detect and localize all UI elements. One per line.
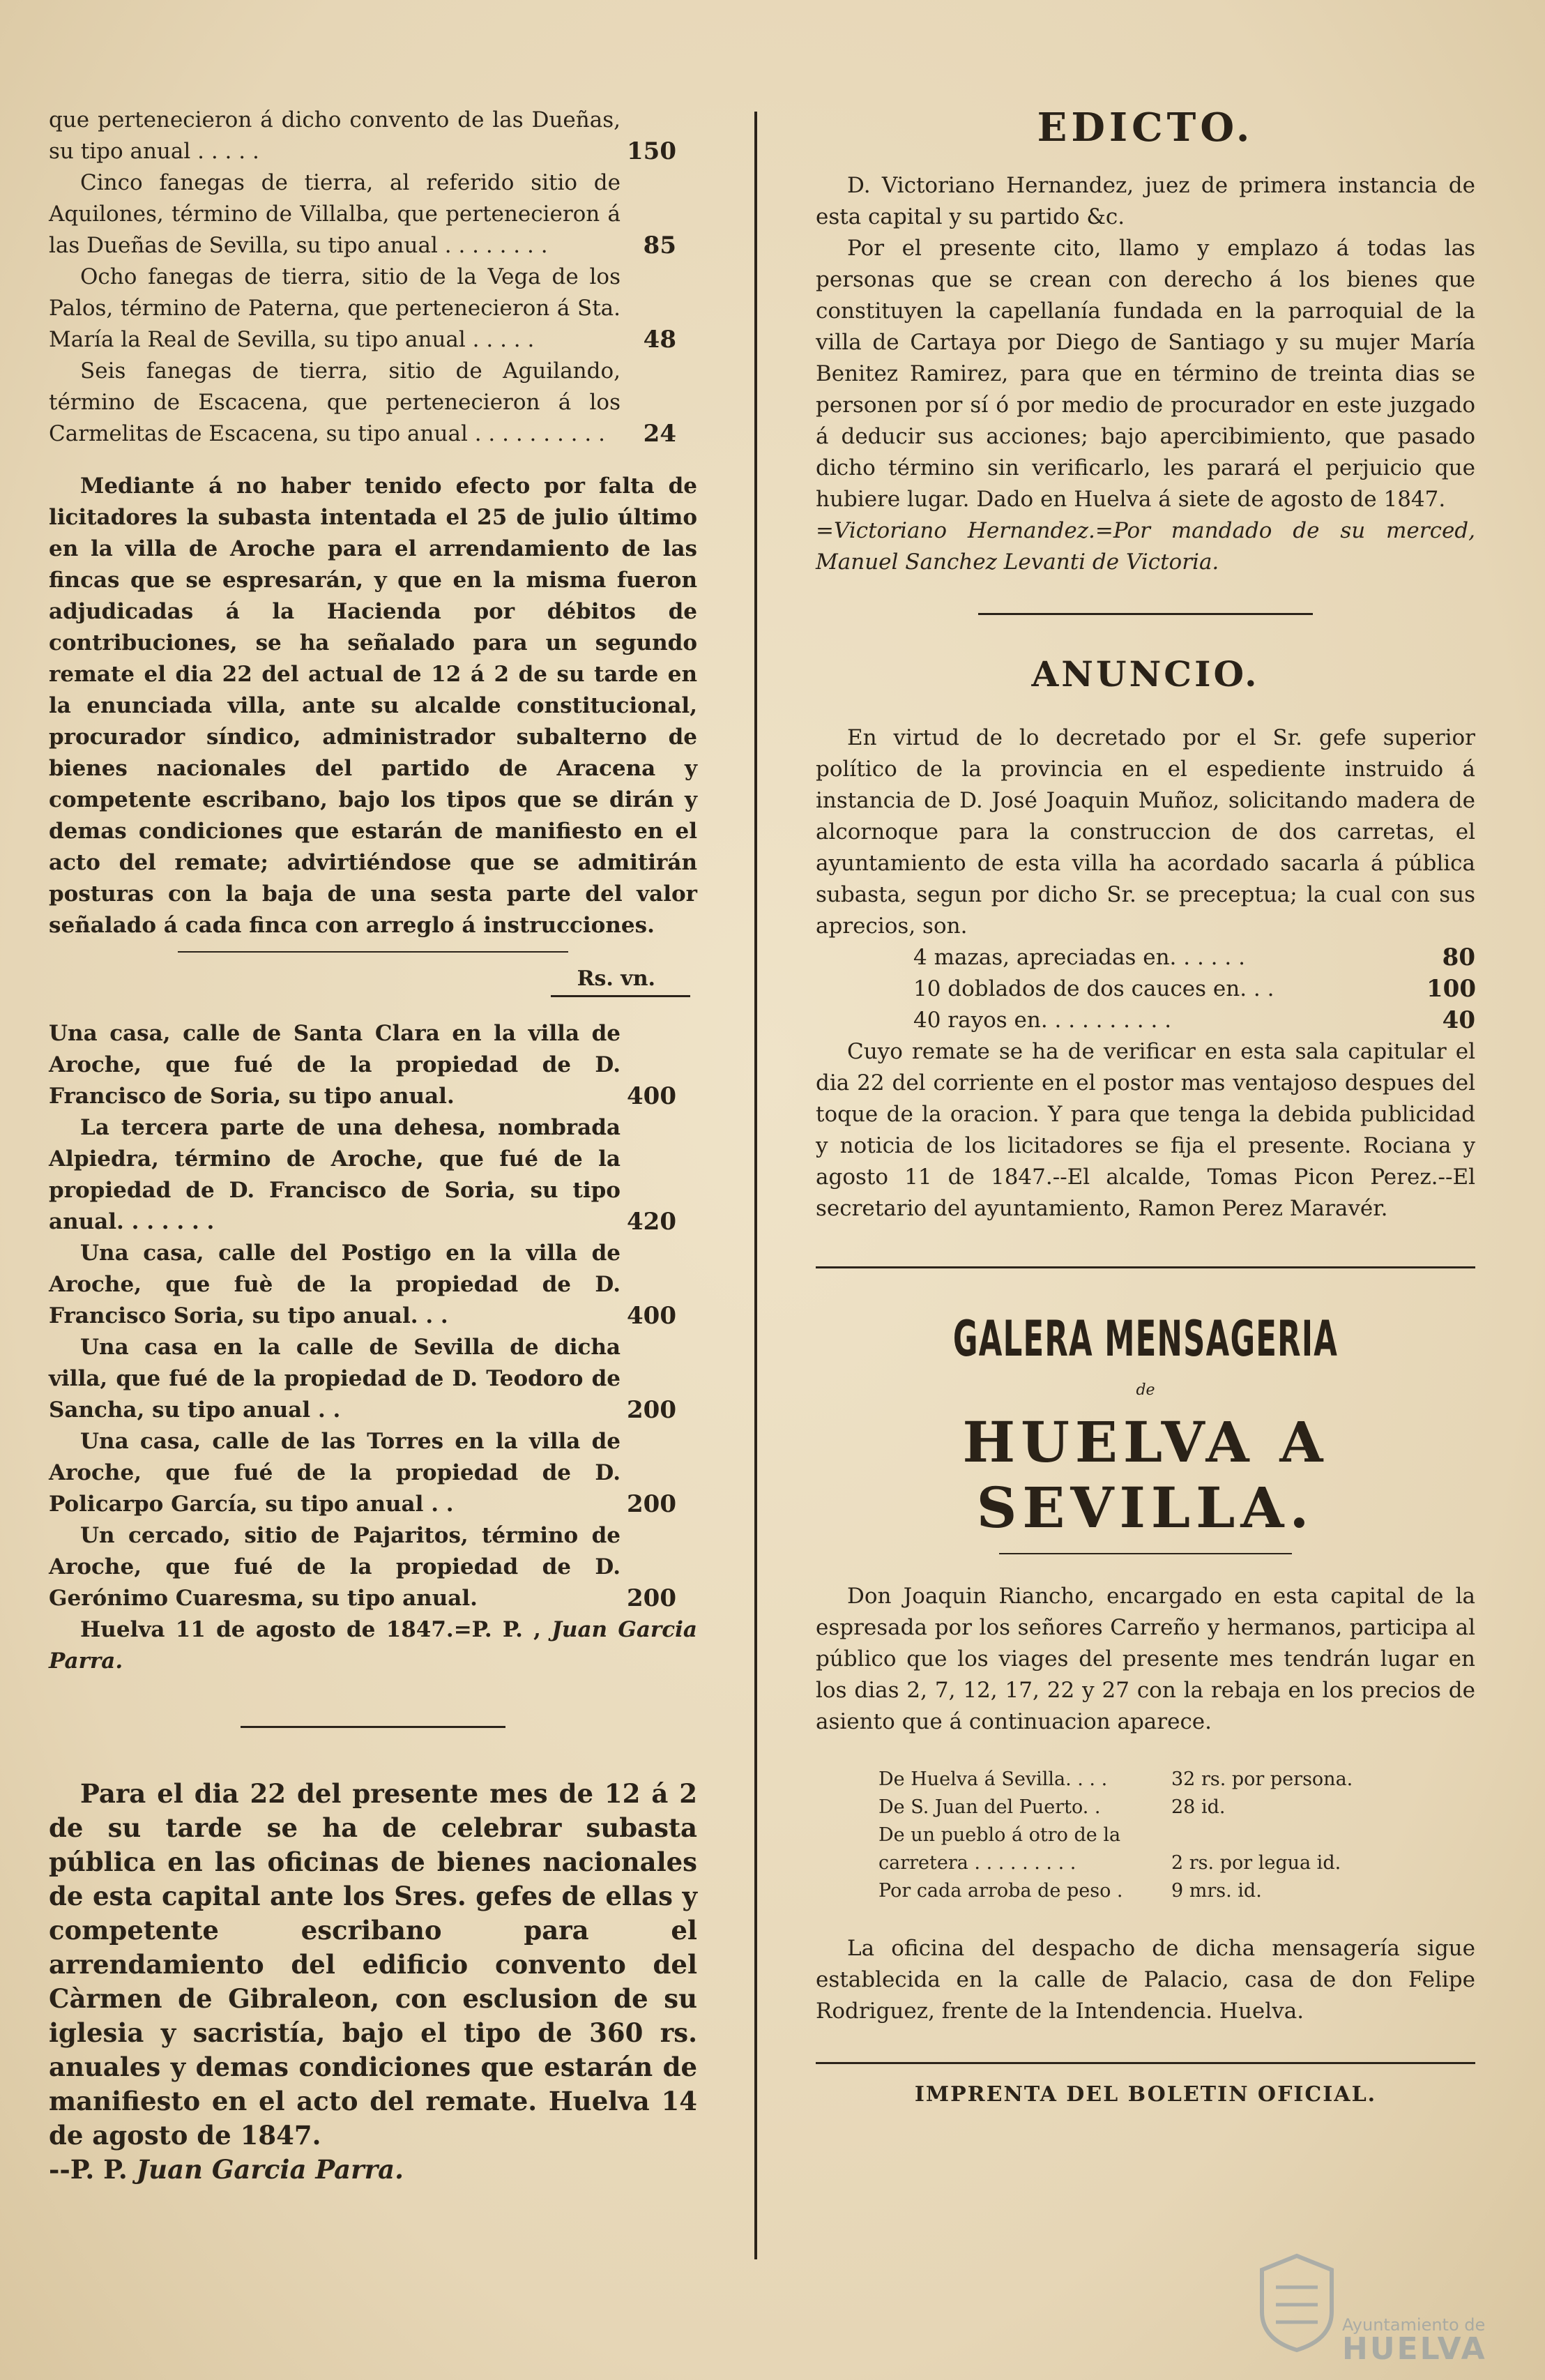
rule: [241, 1726, 505, 1728]
fare-table: [878, 1766, 1475, 1905]
mediante-paragraph: Mediante á no haber tenido efecto por falta de licitadores la subasta intentada el 25 de julio último en la villa de Aroche para el arrendamiento de las fincas que se espresarán, y que en la misma fueron adjudicadas á la Hacienda por débitos de contribuciones, se ha señalado para un segundo remate el dia 22 del actual de 12 á 2 de su tarde en la enunciada villa, ante su alcalde constitucional, procurador síndico, administrador subalterno de bienes nacionales del partido de Aracena y competente escribano, bajo los tipos que se dirán y demas condiciones que estarán de manifiesto en el acto del remate; advirtiéndose que se admitirán posturas con la baja de una sesta parte del valor señalado á cada finca con arreglo á instrucciones.: [49, 473, 697, 938]
property-entry: [49, 1112, 697, 1238]
edicto-intro: D. Victoriano Hernandez, juez de primera instancia de esta capital y su partido &c.: [816, 173, 1475, 229]
anuncio-item-label: 4 mazas, apreciadas en. . . . . .: [913, 945, 1245, 970]
anuncio-item-value: 100: [1426, 975, 1476, 1003]
edicto-title: EDICTO.: [1037, 105, 1254, 151]
property-price: 200: [627, 1584, 676, 1612]
property-description: Una casa, calle de Santa Clara en la villa de Aroche, que fué de la propiedad de D. Francisco de Soria, su tipo anual.: [49, 1021, 621, 1109]
property-price: 48: [643, 326, 676, 354]
property-description: Un cercado, sitio de Pajaritos, término de Aroche, que fué de la propiedad de D. Gerónimo Cuaresma, su tipo anual.: [49, 1523, 621, 1611]
property-price: 200: [627, 1490, 676, 1518]
right-column: [816, 105, 1475, 2107]
fare-row: [878, 1877, 1475, 1905]
rule: [816, 1266, 1475, 1268]
fare-row: [878, 1821, 1475, 1849]
property-entry: [49, 105, 697, 167]
property-entry: [49, 262, 697, 356]
imprenta-footer: IMPRENTA DEL BOLETIN OFICIAL.: [914, 2082, 1377, 2107]
galera-office: La oficina del despacho de dicha mensagería sigue establecida en la calle de Palacio, casa de don Felipe Rodriguez, frente de la Intendencia. Huelva.: [816, 1936, 1475, 2024]
anuncio-item-value: 80: [1442, 943, 1475, 971]
rule: [816, 2062, 1475, 2064]
property-price: 200: [627, 1396, 676, 1424]
signoff-2: --P. P. Juan Garcia Parra.: [49, 2154, 404, 2185]
anuncio-list-item: [816, 1005, 1475, 1036]
property-description: Una casa, calle de las Torres en la villa de Aroche, que fué de la propiedad de D. Policarpo García, su tipo anual . .: [49, 1429, 621, 1517]
fare-row: [878, 1794, 1475, 1821]
property-entry: [49, 1018, 697, 1112]
property-list-2: [49, 1018, 697, 1614]
anuncio-list-item: [816, 942, 1475, 973]
galera-de: de: [1136, 1381, 1155, 1399]
anuncio-item-value: 40: [1442, 1006, 1475, 1034]
fare-route: Por cada arroba de peso .: [878, 1880, 1123, 1902]
property-description: Una casa, calle del Postigo en la villa de Aroche, que fuè de la propiedad de D. Francisco Soria, su tipo anual. . .: [49, 1241, 621, 1328]
property-description: Cinco fanegas de tierra, al referido sitio de Aquilones, término de Villalba, que pertenecieron á las Dueñas de Sevilla, su tipo anual . . . . . . . .: [49, 170, 621, 258]
currency-header: Rs. vn.: [577, 967, 655, 991]
left-column: [49, 105, 697, 2187]
property-entry: [49, 356, 697, 450]
fare-price: 9 mrs. id.: [1171, 1880, 1262, 1902]
fare-route: De S. Juan del Puerto. .: [878, 1796, 1101, 1818]
subasta-paragraph: Para el dia 22 del presente mes de 12 á 2 de su tarde se ha de celebrar subasta pública en las oficinas de bienes nacionales de esta capital ante los Sres. gefes de ellas y competente escribano para el arrendamiento del edificio convento del Càrmen de Gibraleon, con esclusion de su iglesia y sacristía, bajo el tipo de 360 rs. anuales y demas condiciones que estarán de manifiesto en el acto del remate. Huelva 14 de agosto de 1847.: [49, 1778, 697, 2151]
property-entry: [49, 167, 697, 262]
ayuntamiento-logo: [1255, 2249, 1520, 2367]
property-description: Una casa en la calle de Sevilla de dicha villa, que fué de la propiedad de D. Teodoro de Sancha, su tipo anual . .: [49, 1335, 621, 1423]
property-price: 150: [627, 137, 676, 165]
property-list-1: [49, 105, 697, 450]
property-description: Ocho fanegas de tierra, sitio de la Vega de los Palos, término de Paterna, que pertenecieron á Sta. María la Real de Sevilla, su tipo anual . . . . .: [49, 264, 621, 352]
signoff-1: Huelva 11 de agosto de 1847.=P. P. , Juan Garcia Parra.: [49, 1617, 697, 1674]
fare-route: De un pueblo á otro de la: [878, 1824, 1121, 1846]
fare-price: 2 rs. por legua id.: [1171, 1852, 1341, 1874]
property-description: Seis fanegas de tierra, sitio de Aguilando, término de Escacena, que pertenecieron á los Carmelitas de Escacena, su tipo anual . . . . . . . . . .: [49, 358, 621, 446]
rule: [978, 613, 1313, 615]
column-divider: [754, 112, 757, 2259]
anuncio-item-label: 40 rayos en. . . . . . . . . .: [913, 1008, 1172, 1033]
property-entry: [49, 1426, 697, 1520]
fare-price: 28 id.: [1171, 1796, 1226, 1818]
fare-route: carretera . . . . . . . . .: [878, 1852, 1076, 1874]
anuncio-list-item: [816, 973, 1475, 1005]
fare-row: [878, 1766, 1475, 1794]
property-entry: [49, 1332, 697, 1426]
rule: [999, 1553, 1292, 1554]
property-price: 400: [627, 1302, 676, 1330]
anuncio-body: En virtud de lo decretado por el Sr. gefe superior político de la provincia en el espediente instruido á instancia de D. José Joaquin Muñoz, solicitando madera de alcornoque para la construccion de dos carretas, el ayuntamiento de esta villa ha acordado sacarla á pública subasta, segun por dicho Sr. se preceptua; la cual con sus aprecios, son.: [816, 725, 1475, 939]
anuncio-item-label: 10 doblados de dos cauces en. . .: [913, 976, 1274, 1001]
property-entry: [49, 1520, 697, 1614]
property-price: 85: [643, 232, 676, 259]
edicto-body: Por el presente cito, llamo y emplazo á todas las personas que se crean con derecho á los bienes que constituyen la capellanía fundada en la parroquial de la villa de Cartaya por Diego de Santiago y su mujer María Benitez Ramirez, para que en término de treinta dias se personen por sí ó por medio de procurador en este juzgado á deducir sus acciones; bajo apercibimiento, que pasado dicho término sin verificarlo, les parará el perjuicio que hubiere lugar. Dado en Huelva á siete de agosto de 1847.: [816, 236, 1475, 512]
edicto-signature: =Victoriano Hernandez.=Por mandado de su merced, Manuel Sanchez Levanti de Victoria.: [816, 518, 1475, 575]
fare-price: 32 rs. por persona.: [1171, 1768, 1353, 1790]
logo-line-1: Ayuntamiento de: [1342, 2315, 1486, 2335]
shield-icon: [1255, 2249, 1339, 2354]
fare-price: [1171, 1821, 1464, 1849]
rule: [178, 951, 568, 953]
galera-body: Don Joaquin Riancho, encargado en esta capital de la espresada por los señores Carreño y hermanos, participa al público que los viages del presente mes tendrán lugar en los dias 2, 7, 12, 17, 22 y 27 con la rebaja en los precios de asiento que á continuacion aparece.: [816, 1584, 1475, 1734]
property-description: La tercera parte de una dehesa, nombrada Alpiedra, término de Aroche, que fué de la propiedad de D. Francisco de Soria, su tipo anual. . . . . . .: [49, 1115, 621, 1234]
fare-route: De Huelva á Sevilla. . . .: [878, 1768, 1108, 1790]
galera-title: GALERA MENSAGERIA: [952, 1310, 1339, 1367]
anuncio-title: ANUNCIO.: [1031, 653, 1260, 695]
galera-route: HUELVA A SEVILLA.: [962, 1409, 1329, 1540]
property-description: que pertenecieron á dicho convento de las Dueñas, su tipo anual . . . . .: [49, 107, 621, 164]
fare-row: [878, 1849, 1475, 1877]
property-price: 400: [627, 1082, 676, 1110]
rule: [551, 995, 690, 997]
logo-line-2: HUELVA: [1342, 2331, 1487, 2367]
property-entry: [49, 1238, 697, 1332]
anuncio-closing: Cuyo remate se ha de verificar en esta sala capitular el dia 22 del corriente en el postor mas ventajoso despues del toque de la oracion. Y para que tenga la debida publicidad y noticia de los licitadores se fija el presente. Rociana y agosto 11 de 1847.--El alcalde, Tomas Picon Perez.--El secretario del ayuntamiento, Ramon Perez Maravér.: [816, 1039, 1475, 1221]
property-price: 420: [627, 1208, 676, 1236]
anuncio-price-list: [816, 942, 1475, 1036]
property-price: 24: [643, 420, 676, 448]
